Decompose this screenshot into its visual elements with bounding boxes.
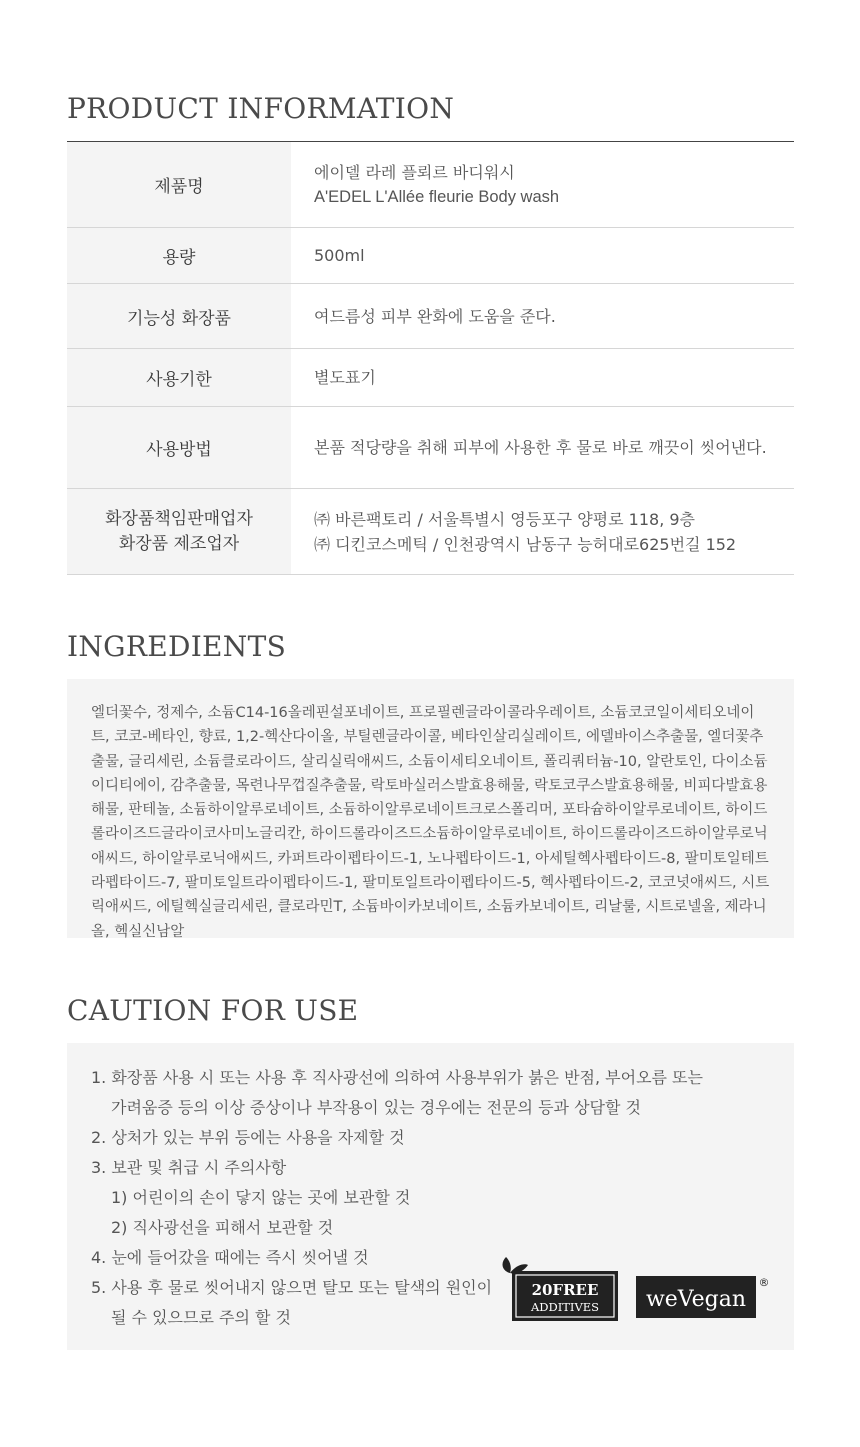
wevegan-badge <box>636 1272 771 1322</box>
list-item: 2) 직사광선을 피해서 보관할 것 <box>111 1218 334 1237</box>
registered-mark: ® <box>758 1276 770 1289</box>
expiry-value: 별도표기 <box>314 368 376 387</box>
row-value <box>291 284 794 349</box>
list-item: 가려움증 등의 이상 증상이나 부작용이 있는 경우에는 전문의 등과 상담할 것 <box>111 1098 641 1117</box>
row-value <box>291 142 794 228</box>
row-label <box>67 489 291 575</box>
volume-value: 500ml <box>314 246 365 265</box>
vegan-text: weVegan <box>645 1287 747 1312</box>
row-label: 용량 <box>67 228 291 284</box>
table-row <box>67 142 794 228</box>
ingredients-text: 엘더꽃수, 정제수, 소듐C14-16올레핀설포네이트, 프로필렌글라이콜라우레이트, 소듐코코일이세티오네이트, 코코-베타인, 향료, 1,2-헥산다이올, 부틸렌글라이콜, 베타인살리실레이트, 에델바이스추출물, 엘더꽃추출물, 글리세린, 소듐클로라이드, 살리실릭애씨드, 소듐이세티오네이트, 폴리쿼터늄-10, 알란토인, 다이소듐이디티에이, 감추출물, 목련나무껍질추출물, 락토바실러스발효용해물, 락토코쿠스발효용해물, 비피다발효용해물, 판테놀, 소듐하이알루로네이트, 소듐하이알루로네이트크로스폴리머, 포타슘하이알루로네이트, 하이드롤라이즈드글라이코사미노글리칸, 하이드롤라이즈드소듐하이알루로네이트, 하이드롤라이즈드하이알루로닉애씨드, 하이알루로닉애씨드, 카퍼트라이펩타이드-1, 노나펩타이드-1, 아세틸헥사펩타이드-8, 팔미토일테트라펩타이드-7, 팔미토일트라이펩타이드-1, 팔미토일트라이펩타이드-5, 헥사펩타이드-2, 코코넛애씨드, 시트릭애씨드, 에틸헥실글리세린, 클로라민T, 소듐바이카보네이트, 소듐카보네이트, 리날룰, 시트로넬올, 제라니올, 헥실신남알 <box>91 705 770 940</box>
row-value <box>291 228 794 284</box>
row-value <box>291 489 794 575</box>
product-name-ko: 에이델 라레 플뢰르 바디워시 <box>314 162 515 182</box>
product-name-en: A'EDEL L'Allée fleurie Body wash <box>314 187 560 206</box>
badge-line-2: ADDITIVES <box>530 1300 600 1314</box>
list-item: 2. 상처가 있는 부위 등에는 사용을 자제할 것 <box>91 1128 405 1147</box>
ingredients-box <box>67 679 794 938</box>
manufacturer-label: 화장품 제조업자 <box>118 533 240 554</box>
row-value <box>291 349 794 407</box>
ingredients-title: INGREDIENTS <box>67 630 287 663</box>
list-item: 5. 사용 후 물로 씻어내지 않으면 탈모 또는 탈색의 원인이 <box>91 1278 493 1297</box>
usage-value: 본품 적당량을 취해 피부에 사용한 후 물로 바로 깨끗이 씻어낸다. <box>314 438 767 457</box>
20free-additives-badge <box>498 1255 622 1325</box>
caution-title: CAUTION FOR USE <box>67 994 359 1027</box>
seller-label: 화장품책임판매업자 <box>105 508 253 529</box>
table-row <box>67 228 794 284</box>
manufacturer-value: ㈜ 디킨코스메틱 / 인천광역시 남동구 능허대로625번길 152 <box>314 534 737 554</box>
seller-value: ㈜ 바른팩토리 / 서울특별시 영등포구 양평로 118, 9층 <box>314 509 696 529</box>
list-item: 1. 화장품 사용 시 또는 사용 후 직사광선에 의하여 사용부위가 붉은 반점, 부어오름 또는 <box>91 1068 703 1087</box>
table-row <box>67 407 794 489</box>
row-label: 기능성 화장품 <box>67 284 291 349</box>
leaf-icon <box>503 1257 511 1273</box>
row-label: 사용기한 <box>67 349 291 407</box>
table-row <box>67 284 794 349</box>
row-value <box>291 407 794 489</box>
table-row <box>67 349 794 407</box>
badge-line-1: 20FREE <box>531 1281 599 1299</box>
list-item: 4. 눈에 들어갔을 때에는 즉시 씻어낼 것 <box>91 1248 369 1267</box>
list-item: 1) 어린이의 손이 닿지 않는 곳에 보관할 것 <box>111 1188 411 1207</box>
list-item: 3. 보관 및 취급 시 주의사항 <box>91 1158 287 1177</box>
row-label: 제품명 <box>67 142 291 228</box>
function-value: 여드름성 피부 완화에 도움을 준다. <box>314 306 556 326</box>
list-item: 될 수 있으므로 주의 할 것 <box>111 1308 291 1327</box>
row-label: 사용방법 <box>67 407 291 489</box>
product-info-table <box>67 141 794 575</box>
table-row <box>67 489 794 575</box>
product-information-title: PRODUCT INFORMATION <box>67 92 455 125</box>
